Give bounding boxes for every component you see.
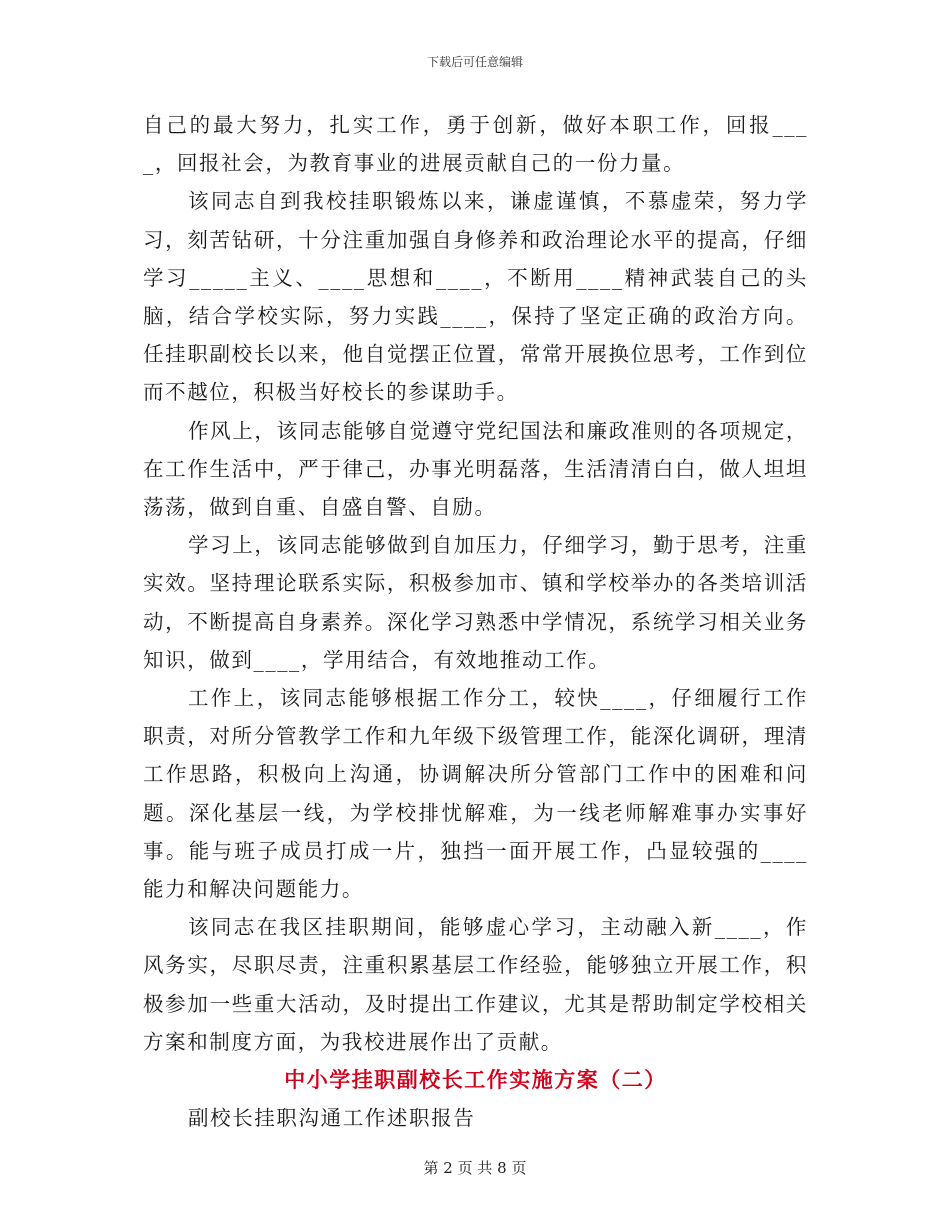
paragraph-work: 工作上，该同志能够根据工作分工，较快____，仔细履行工作职责，对所分管教学工作和九年级下级管理工作，能深化调研，理清工作思路，积极向上沟通，协调解决所分管部门工作中的困难和问题。深化基层一线，为学校排忧解难，为一线老师解难事办实事好事。能与班子成员打成一片，独挡一面开展工作，凸显较强的____能力和解决问题能力。 [143, 686, 808, 902]
section-title: 中小学挂职副校长工作实施方案（二） [284, 1068, 667, 1093]
page-number: 第 2 页 共 8 页 [423, 1159, 527, 1177]
paragraph-summary: 该同志在我区挂职期间，能够虚心学习，主动融入新____，作风务实，尽职尽责，注重积累基层工作经验，能够独立开展工作，积极参加一些重大活动，及时提出工作建议，尤其是帮助制定学校相关方案和制度方面，为我校进展作出了贡献。 [143, 915, 808, 1054]
report-subtitle: 副校长挂职沟通工作述职报告 [188, 1106, 476, 1131]
document-body [143, 106, 808, 1137]
paragraph-overview: 该同志自到我校挂职锻炼以来，谦虚谨慎，不慕虚荣，努力学习，刻苦钻研，十分注重加强自身修养和政治理论水平的提高，仔细学习_____主义、____思想和____，不断用____精神武装自己的头脑，结合学校实际，努力实践____，保持了坚定正确的政治方向。任挂职副校长以来，他自觉摆正位置，常常开展换位思考，工作到位而不越位，积极当好校长的参谋助手。 [143, 189, 808, 405]
paragraph-continuation: 自己的最大努力，扎实工作，勇于创新，做好本职工作，回报____，回报社会，为教育事业的进展贡献自己的一份力量。 [143, 113, 808, 176]
paragraph-work-style: 作风上，该同志能够自觉遵守党纪国法和廉政准则的各项规定，在工作生活中，严于律己，办事光明磊落，生活清清白白，做人坦坦荡荡，做到自重、自盛自警、自励。 [143, 418, 808, 520]
page-header-note: 下载后可任意编辑 [426, 55, 523, 69]
paragraph-study: 学习上，该同志能够做到自加压力，仔细学习，勤于思考，注重实效。坚持理论联系实际，积极参加市、镇和学校举办的各类培训活动，不断提高自身素养。深化学习熟悉中学情况，系统学习相关业务知识，做到____，学用结合，有效地推动工作。 [143, 533, 808, 672]
